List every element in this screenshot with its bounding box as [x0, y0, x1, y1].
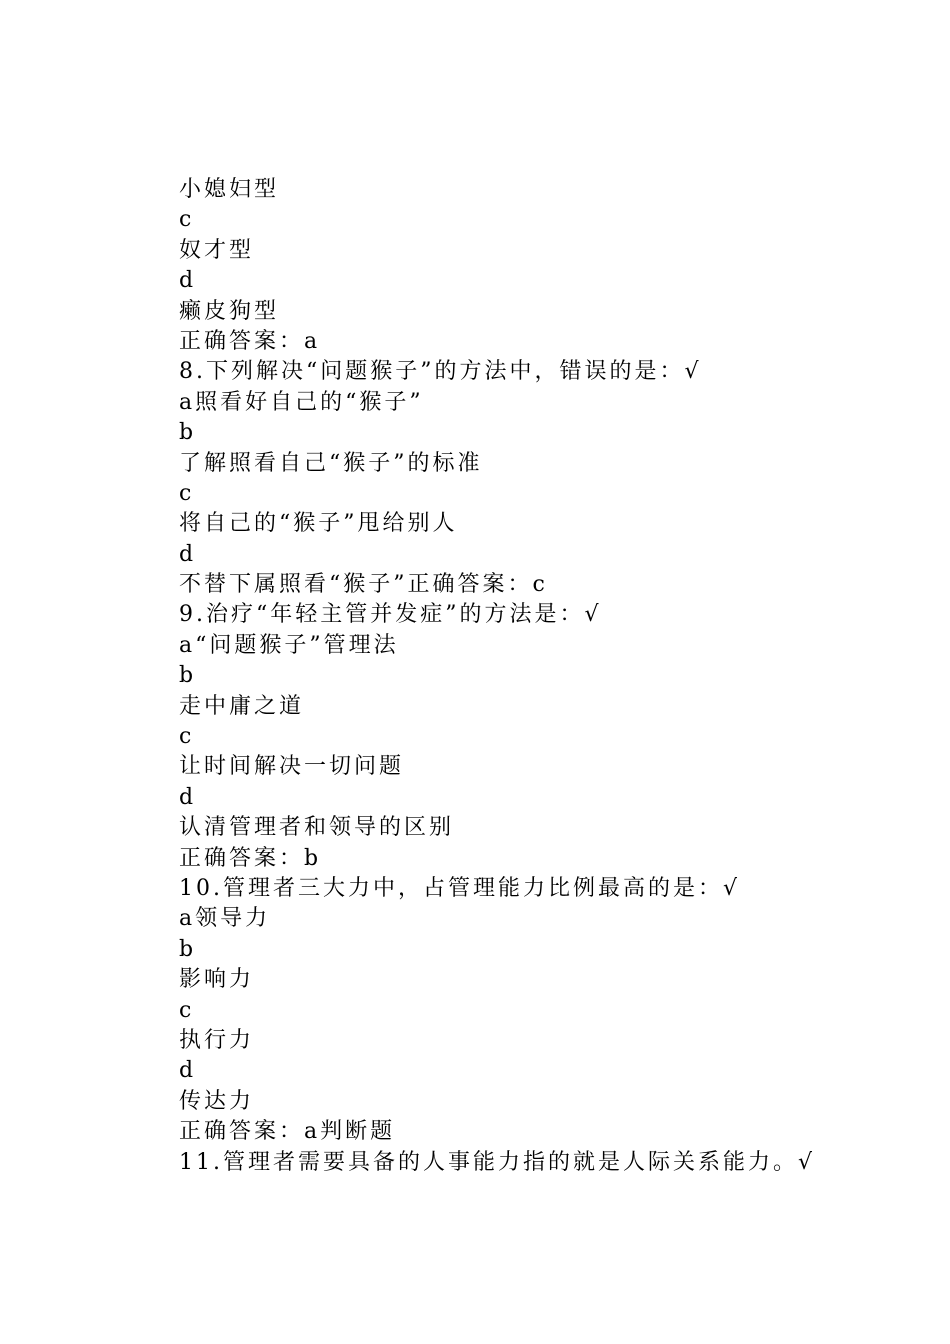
question-11: 11.管理者需要具备的人事能力指的就是人际关系能力。√ [179, 1149, 816, 1175]
question-9: 9.治疗“年轻主管并发症”的方法是：√ [179, 602, 602, 628]
option-letter: d [179, 1058, 197, 1084]
option-with-answer: 不替下属照看“猴子”正确答案：c [179, 572, 548, 598]
option-letter: d [179, 268, 197, 294]
answer-line: 正确答案：a判断题 [179, 1119, 396, 1145]
option-text: a“问题猴子”管理法 [179, 632, 399, 658]
quiz-text-block [179, 175, 919, 1178]
option-text: 走中庸之道 [179, 693, 305, 719]
answer-line: 正确答案：b [179, 845, 322, 871]
option-letter: b [179, 936, 197, 962]
answer-line: 正确答案：a [179, 328, 321, 354]
option-text: 认清管理者和领导的区别 [179, 815, 455, 841]
option-letter: d [179, 784, 197, 810]
option-text: 让时间解决一切问题 [179, 754, 405, 780]
option-text: a照看好自己的“猴子” [179, 389, 424, 415]
option-text: 执行力 [179, 1027, 255, 1053]
option-text: 奴才型 [179, 237, 255, 263]
option-letter: c [179, 724, 195, 750]
option-letter: b [179, 663, 197, 689]
option-text: 传达力 [179, 1088, 255, 1114]
option-text: 了解照看自己“猴子”的标准 [179, 450, 483, 476]
option-letter: c [179, 480, 195, 506]
option-text: 将自己的“猴子”甩给别人 [179, 511, 458, 537]
question-10: 10.管理者三大力中，占管理能力比例最高的是：√ [179, 875, 741, 901]
option-text: 小媳妇型 [179, 177, 280, 202]
option-text: 癞皮狗型 [179, 298, 280, 324]
option-text: a领导力 [179, 906, 271, 932]
option-letter: b [179, 420, 197, 446]
option-text: 影响力 [179, 967, 255, 993]
option-letter: c [179, 207, 195, 233]
option-letter: d [179, 541, 197, 567]
option-letter: c [179, 997, 195, 1023]
question-8: 8.下列解决“问题猴子”的方法中，错误的是：√ [179, 359, 702, 385]
